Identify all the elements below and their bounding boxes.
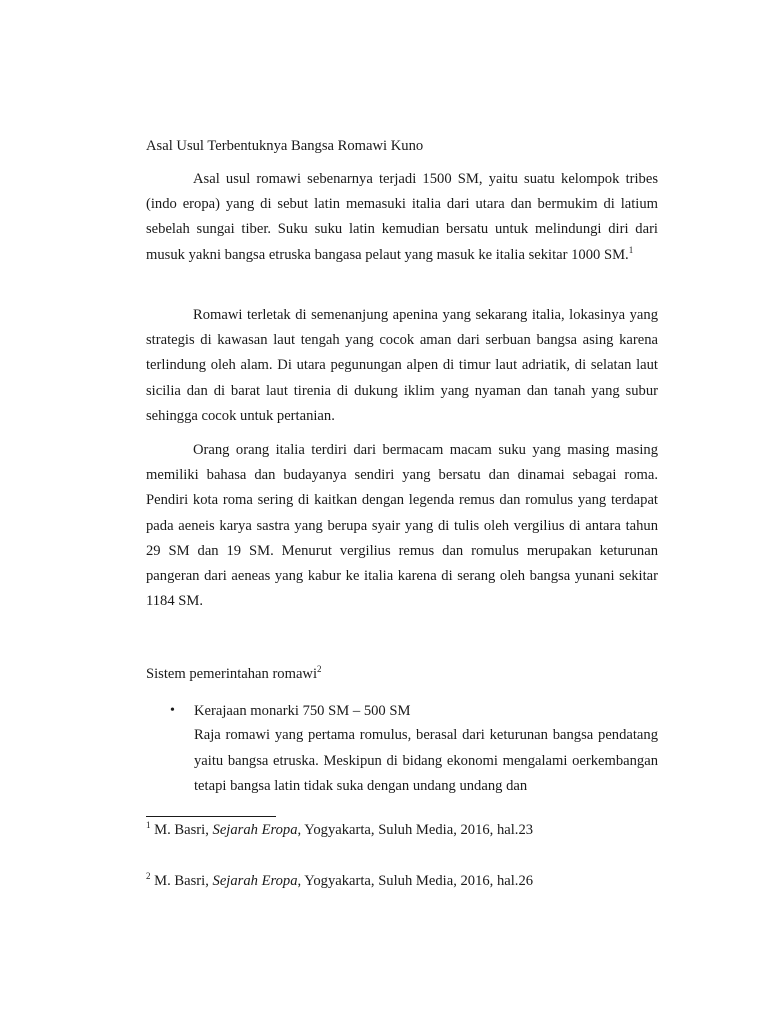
footnote-ref-1: 1 — [628, 244, 634, 255]
footnote-2-rest: , Yogyakarta, Suluh Media, 2016, hal.26 — [297, 873, 534, 889]
bullet-item-body: Raja romawi yang pertama romulus, berasal dari keturunan bangsa pendatang yaitu bangsa etruska. Meskipun di bidang ekonomi mengalami oerkembangan tetapi bangsa latin tidak suka dengan undang undang dan — [194, 727, 658, 794]
bullet-point-icon: • — [170, 703, 175, 718]
footnote-1-mark: 1 — [146, 820, 151, 831]
paragraph-2 — [146, 303, 658, 429]
footnote-1-author: M. Basri, — [150, 822, 213, 838]
footnote-2-book: Sejarah Eropa — [212, 873, 298, 889]
footnote-1-rest: , Yogyakarta, Suluh Media, 2016, hal.23 — [297, 822, 534, 838]
footnote-ref-2: 2 — [317, 664, 322, 675]
paragraph-3 — [146, 438, 658, 614]
footnote-2-author: M. Basri, — [150, 873, 213, 889]
paragraph-1 — [146, 167, 658, 268]
footnote-1 — [146, 820, 533, 840]
footnote-2-mark: 2 — [146, 871, 151, 882]
paragraph-3-text: Orang orang italia terdiri dari bermacam macam suku yang masing masing memiliki bahasa dan budayanya sendiri yang bersatu dan dinamai sebagai roma. Pendiri kota roma sering di kaitkan dengan legenda remus dan romulus yang terdapat pada aeneis karya sastra yang berupa syair yang di tulis oleh vergilius di antara tahun 29 SM dan 19 SM. Menurut vergilius remus dan romulus merupakan keturunan pangeran dari aeneas yang kabur ke italia karena di serang oleh bangsa yunani sekitar 1184 SM. — [146, 442, 658, 610]
footnote-2 — [146, 871, 533, 891]
footnote-1-book: Sejarah Eropa — [212, 822, 298, 838]
section-heading — [146, 662, 322, 686]
paragraph-1-text: Asal usul romawi sebenarnya terjadi 1500 SM, yaitu suatu kelompok tribes (indo eropa) yang di sebut latin memasuki italia dari utara dan bermukim di latium sebelah sungai tiber. Suku suku latin kemudian bersatu untuk melindungi diri dari musuk yakni bangsa etruska bangasa pelaut yang masuk ke italia sekitar 1000 SM. — [146, 171, 658, 263]
footnote-separator — [146, 816, 276, 817]
document-title: Asal Usul Terbentuknya Bangsa Romawi Kuno — [146, 138, 424, 154]
bullet-item-title: Kerajaan monarki 750 SM – 500 SM — [194, 703, 411, 719]
section-heading-text: Sistem pemerintahan romawi — [146, 666, 318, 682]
paragraph-2-text: Romawi terletak di semenanjung apenina yang sekarang italia, lokasinya yang strategis di kawasan laut tengah yang cocok aman dari serbuan bangsa asing karena terlindung oleh alam. Di utara pegunungan alpen di timur laut adriatik, di selatan laut sicilia dan di barat laut tirenia di dukung iklim yang nyaman dan tanah yang subur sehingga cocok untuk pertanian. — [146, 307, 658, 424]
